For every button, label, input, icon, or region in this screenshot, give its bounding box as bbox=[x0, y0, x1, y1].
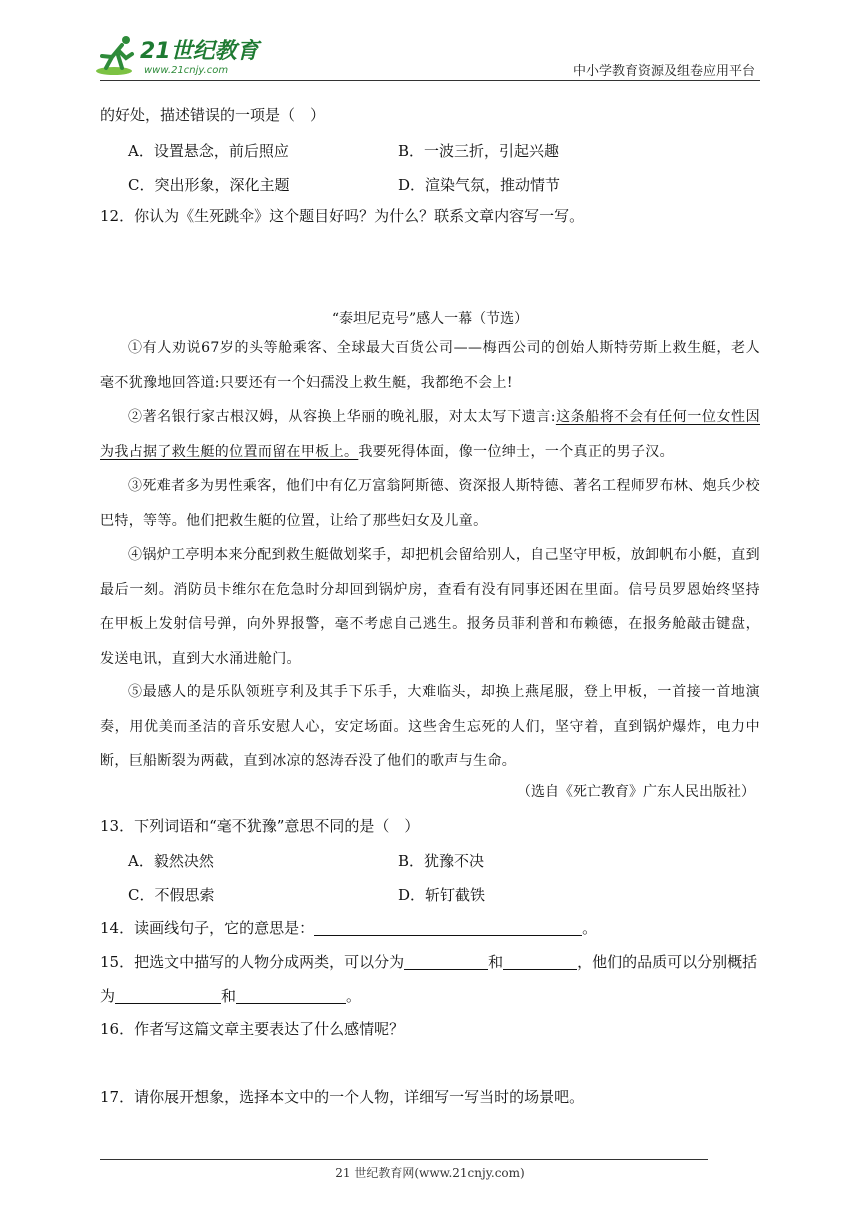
passage-paragraph-5: ⑤最感人的是乐队领班亨利及其手下乐手，大难临头，却换上燕尾服，登上甲板，一首接一首地演奏，用优美而圣洁的音乐安慰人心，安定场面。这些舍生忘死的人们，坚守着，直到锅炉爆炸，电力中断，巨船断裂为两截，直到冰凉的怒涛吞没了他们的歌声与生命。 bbox=[100, 684, 760, 769]
q13-text: 13．下列词语和“毫不犹豫”意思不同的是（ ） bbox=[100, 817, 420, 835]
q14-end: 。 bbox=[582, 919, 598, 937]
q15-blank-1[interactable] bbox=[404, 953, 488, 970]
passage-paragraph-4: ④锅炉工亭明本来分配到救生艇做划桨手，却把机会留给别人，自己坚守甲板，放卸帆布小艇，直到最后一刻。消防员卡维尔在危急时分却回到锅炉房，查看有没有同事还困在里面。信号员罗恩始终坚持在甲板上发射信号弹，向外界报警，毫不考虑自己逃生。报务员菲利普和布赖德，在报务舱敲击键盘，发送电讯，直到大水涌进舱门。 bbox=[100, 547, 760, 667]
q15-and2: 和 bbox=[221, 987, 237, 1005]
passage-paragraph-3: ③死难者多为男性乘客，他们中有亿万富翁阿斯德、资深报人斯特德、著名工程师罗布林、炮兵少校巴特，等等。他们把救生艇的位置，让给了那些妇女及儿童。 bbox=[100, 478, 760, 529]
footer-divider bbox=[100, 1159, 708, 1160]
platform-label: 中小学教育资源及组卷应用平台 bbox=[572, 64, 755, 79]
q12-text: 12．你认为《生死跳伞》这个题目好吗？为什么？联系文章内容写一写。 bbox=[100, 207, 585, 225]
passage-source: （选自《死亡教育》广东人民出版社） bbox=[517, 784, 755, 800]
svg-text:21世纪教育: 21世纪教育 bbox=[140, 39, 259, 64]
header-divider bbox=[100, 80, 760, 81]
passage-paragraph-1: ①有人劝说67岁的头等舱乘客、全球最大百货公司——梅西公司的创始人斯特劳斯上救生艇，老人毫不犹豫地回答道:只要还有一个妇孺没上救生艇，我都绝不会上! bbox=[100, 340, 760, 391]
q16-text: 16．作者写这篇文章主要表达了什么感情呢？ bbox=[100, 1020, 405, 1038]
q11-option-a: A．设置悬念，前后照应 bbox=[128, 142, 289, 160]
passage-title: “泰坦尼克号”感人一幕（节选） bbox=[331, 311, 529, 327]
q13-option-b: B．犹豫不决 bbox=[398, 852, 485, 870]
footer-text[interactable]: 21 世纪教育网(www.21cnjy.com) bbox=[335, 1166, 525, 1180]
q11-option-d: D．渲染气氛，推动情节 bbox=[398, 176, 561, 194]
q15-part1: 15．把选文中描写的人物分成两类，可以分为 bbox=[100, 953, 405, 971]
p2-lead: ②著名银行家古根汉姆，从容换上华丽的晚礼服，对太太写下遗言: bbox=[128, 409, 556, 425]
q17-text: 17．请你展开想象，选择本文中的一个人物，详细写一写当时的场景吧。 bbox=[100, 1088, 585, 1106]
q15-line2-start: 为 bbox=[100, 987, 116, 1005]
q15-part2: ，他们的品质可以分别概括 bbox=[577, 953, 758, 971]
q13-option-c: C．不假思索 bbox=[128, 886, 215, 904]
q11-option-b: B．一波三折，引起兴趣 bbox=[398, 142, 560, 160]
q15-and1: 和 bbox=[488, 953, 504, 971]
q13-option-d: D．斩钉截铁 bbox=[398, 886, 486, 904]
q15-line-2 bbox=[100, 985, 361, 1007]
passage-paragraph-2 bbox=[100, 400, 760, 469]
q15-end: 。 bbox=[346, 987, 362, 1005]
runner-logo-icon bbox=[92, 30, 262, 82]
q11-option-c: C．突出形象，深化主题 bbox=[128, 176, 290, 194]
q15-blank-3[interactable] bbox=[115, 987, 221, 1004]
q15-line-1 bbox=[100, 951, 757, 973]
q14-answer-blank[interactable] bbox=[314, 919, 582, 936]
p2-tail: 我要死得体面，像一位绅士，一个真正的男子汉。 bbox=[358, 443, 675, 460]
q14-line bbox=[100, 917, 597, 939]
q13-option-a: A．毅然决然 bbox=[128, 852, 214, 870]
svg-text:www.21cnjy.com: www.21cnjy.com bbox=[144, 65, 229, 76]
q15-blank-4[interactable] bbox=[236, 987, 346, 1004]
page-header bbox=[0, 0, 860, 84]
q14-text: 14．读画线句子，它的意思是： bbox=[100, 919, 315, 937]
underlined-sentence: 这条船将不会有任何一位女性因为我占据了救生艇的位置而留在甲板上。 bbox=[100, 409, 760, 460]
q15-blank-2[interactable] bbox=[503, 953, 577, 970]
site-logo[interactable] bbox=[92, 30, 262, 82]
q11-tail: 的好处，描述错误的一项是（ ） bbox=[100, 106, 326, 124]
